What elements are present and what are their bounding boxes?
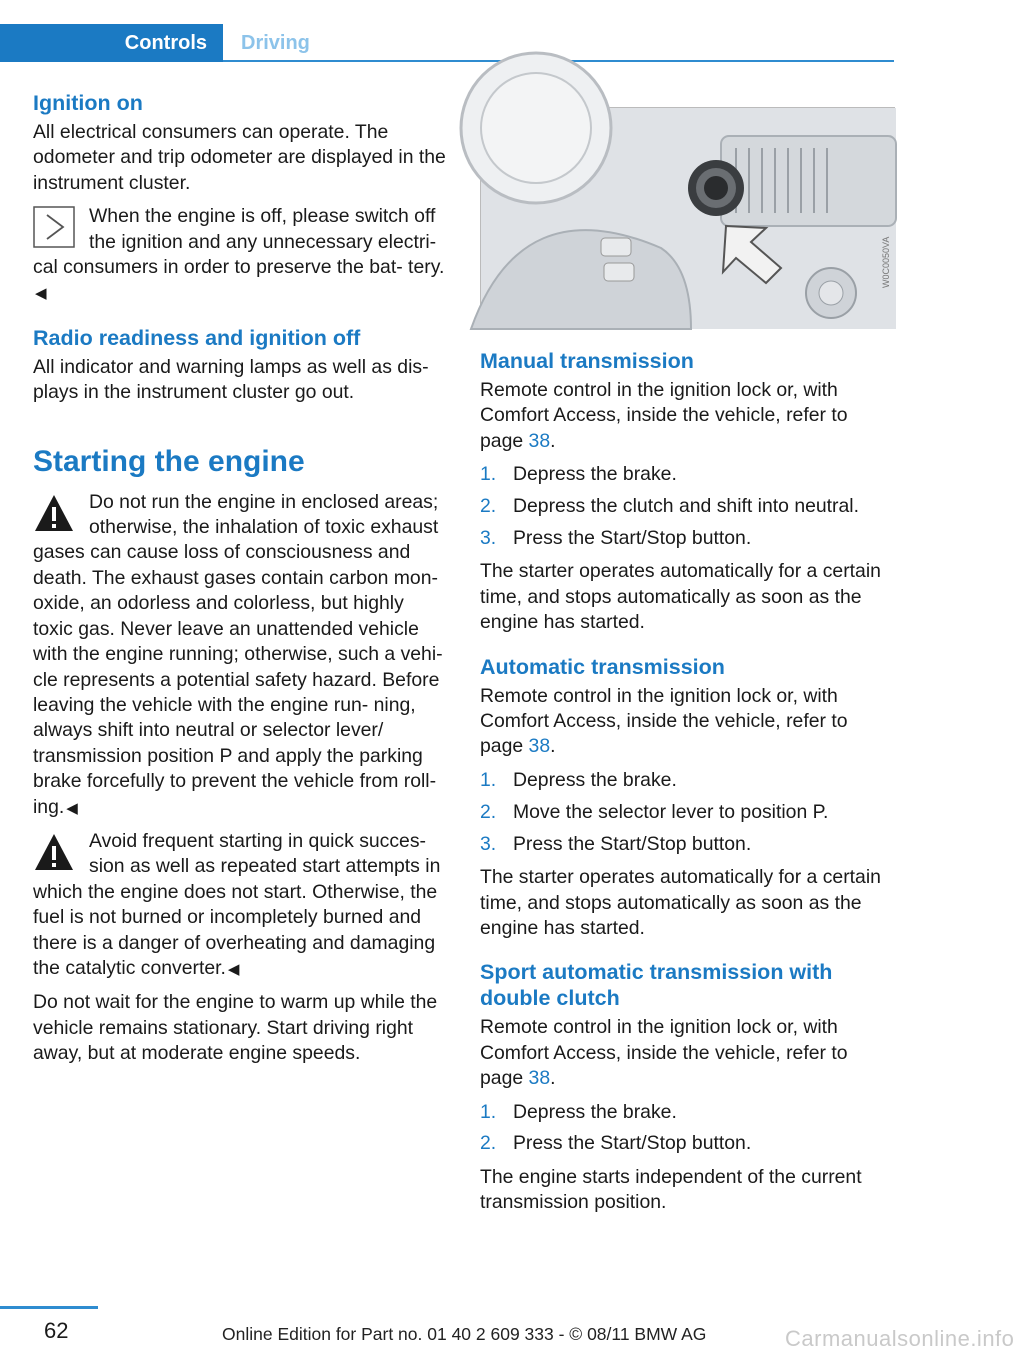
end-mark-icon: ◀ [35, 285, 47, 303]
list-item [480, 832, 895, 857]
heading-automatic-transmission: Automatic transmission [480, 654, 725, 679]
list-item [480, 800, 895, 825]
page-link-38[interactable]: 38 [528, 1067, 551, 1090]
step-number: 2. [480, 1132, 497, 1155]
manual-outro: The starter operates automatically for a certain time, and stops automatically as soon as the engine has started. [480, 560, 881, 634]
list-item [480, 494, 895, 519]
page-link-38[interactable]: 38 [528, 429, 551, 452]
header-tabs [0, 24, 894, 62]
manual-intro: Remote control in the ignition lock or, with Comfort Access, inside the vehicle, refer to page 38. [480, 379, 848, 452]
list-item [480, 1131, 895, 1156]
photo-code: W0C0050VA [881, 236, 891, 288]
heading-ignition-on: Ignition on [33, 91, 143, 115]
note-block [33, 204, 448, 307]
note-text: When the engine is off, please switch off the ignition and any unnecessary electri- cal consumers in order to preserve the bat- tery. [33, 205, 445, 279]
step-text: Press the Start/Stop button. [513, 832, 752, 855]
automatic-outro: The starter operates automatically for a certain time, and stops automatically as soon as the engine has started. [480, 866, 881, 939]
list-item [480, 462, 895, 487]
automatic-intro-text: Remote control in the ignition lock or, with Comfort Access, inside the vehicle, refer to page [480, 684, 848, 758]
end-mark-icon: ◀ [227, 960, 240, 978]
footer-rule [0, 1306, 98, 1309]
heading-manual-transmission: Manual transmission [480, 349, 694, 373]
warm-up-text: Do not wait for the engine to warm up while the vehicle remains stationary. Start driving right away, but at moderate engine speeds. [33, 991, 438, 1065]
radio-readiness-text: All indicator and warning lamps as well as dis- plays in the instrument cluster go out. [33, 355, 429, 404]
step-text: Depress the clutch and shift into neutral. [513, 495, 859, 518]
end-mark-icon: ◀ [66, 799, 78, 817]
list-item [480, 768, 895, 793]
step-number: 1. [480, 768, 497, 791]
step-text: Press the Start/Stop button. [513, 527, 752, 550]
list-item [480, 526, 895, 551]
manual-intro-text: Remote control in the ignition lock or, with Comfort Access, inside the vehicle, refer to page [480, 379, 848, 452]
sport-intro-text: Remote control in the ignition lock or, with Comfort Access, inside the vehicle, refer to page [480, 1016, 848, 1090]
watermark: Carmanualsonline.info [785, 1326, 1014, 1351]
step-number: 3. [480, 832, 497, 855]
warning-icon [33, 831, 75, 873]
right-column [480, 107, 895, 1224]
step-text: Depress the brake. [513, 1100, 677, 1123]
tab-controls-label: Controls [124, 32, 207, 54]
step-number: 3. [480, 527, 497, 550]
warning-text-2: Avoid frequent starting in quick succes- sion as well as repeated start attempts in which the engine does not start. Otherwise, the fuel is not burned or incompletely burned and there is a danger of overheating and damaging the catalytic converter. [33, 829, 441, 979]
ignition-button-photo [480, 107, 895, 328]
step-number: 2. [480, 495, 497, 518]
list-item [480, 1100, 895, 1125]
ignition-on-text: All electrical consumers can operate. The odometer and trip odometer are displayed in the instrument cluster. [33, 121, 446, 194]
heading-starting-engine: Starting the engine [33, 444, 305, 478]
step-text: Press the Start/Stop button. [513, 1132, 752, 1155]
tab-controls[interactable] [0, 24, 223, 62]
sport-steps [480, 1100, 895, 1157]
warning-block-1 [33, 490, 448, 821]
warning-icon [33, 492, 75, 534]
step-number: 2. [480, 800, 497, 823]
heading-radio-readiness: Radio readiness and ignition off [33, 325, 361, 350]
manual-steps [480, 462, 895, 551]
left-column [33, 90, 448, 1075]
step-number: 1. [480, 463, 497, 486]
heading-sport-automatic: Sport automatic transmission with double clutch [480, 960, 833, 1011]
warning-block-2 [33, 829, 448, 982]
page-link-38[interactable]: 38 [528, 735, 551, 758]
page-number: 62 [44, 1318, 69, 1343]
automatic-intro: Remote control in the ignition lock or, with Comfort Access, inside the vehicle, refer to page 38. [480, 684, 848, 758]
step-text: Depress the brake. [513, 463, 677, 486]
step-text: Move the selector lever to position P. [513, 800, 829, 823]
automatic-steps [480, 768, 895, 857]
sport-outro: The engine starts independent of the current transmission position. [480, 1165, 862, 1214]
tab-driving[interactable]: Driving [241, 32, 310, 54]
dashboard-illustration [481, 108, 896, 329]
footer-edition: Online Edition for Part no. 01 40 2 609 333 - © 08/11 BMW AG [222, 1324, 707, 1344]
step-number: 1. [480, 1100, 497, 1123]
note-icon [33, 206, 75, 248]
warning-text-1: Do not run the engine in enclosed areas; otherwise, the inhalation of toxic exhaust gases can cause loss of consciousness and death. The exhaust gases contain carbon mon- oxide, an odorless and colorless, but highly toxic gas. Never leave an unattended vehicle with the engine running; otherwise, such a vehi- cle represents a potential safety hazard. Before leaving the vehicle with the engine run- ning, always shift into neutral or selector lever/ transmission position P and apply the parking brake forcefully to prevent the vehicle from roll- ing. [33, 490, 443, 818]
step-text: Depress the brake. [513, 768, 677, 791]
sport-intro: Remote control in the ignition lock or, with Comfort Access, inside the vehicle, refer to page 38. [480, 1016, 848, 1090]
